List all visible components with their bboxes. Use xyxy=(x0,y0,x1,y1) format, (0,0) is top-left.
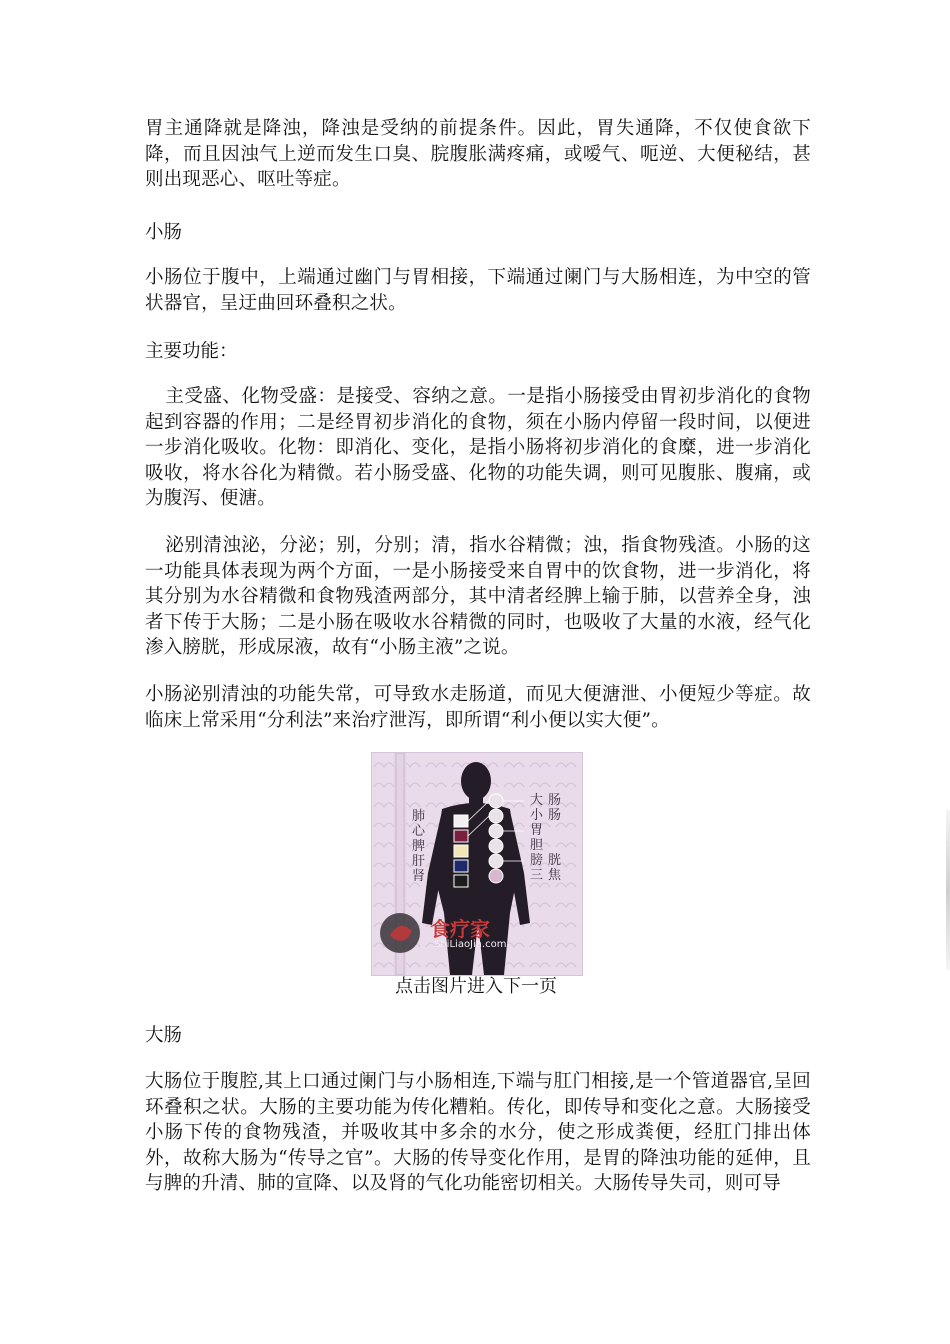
label-stomach: 胃 xyxy=(530,823,544,838)
label-heart: 心 xyxy=(412,824,426,839)
logo-text: 食疗家 xyxy=(430,917,490,941)
left-organ-labels xyxy=(412,809,430,884)
paragraph-receiving-function: 主受盛、化物受盛：是接受、容纳之意。一是指小肠接受由胃初步消化的食物起到容器的作用；二是经胃初步消化的食物，须在小肠内停留一段时间，以便进一步消化吸收。化物：即消化、变化，是指小肠将初步消化的食糜，进一步消化吸收，将水谷化为精微。若小肠受盛、化物的功能失调，则可见腹胀、腹痛，或为腹泻、便溏。 xyxy=(145,386,811,509)
organ-color-squares xyxy=(454,815,468,887)
watermark-url: ShiLiaoJia.com xyxy=(434,939,507,950)
label-small: 小 xyxy=(530,808,544,823)
spleen-square xyxy=(454,845,468,857)
paragraph-stomach-descending: 胃主通降就是降浊，降浊是受纳的前提条件。因此，胃失通降，不仅使食欲下降，而且因浊气上逆而发生口臭、脘腹胀满疼痛，或嗳气、呃逆、大便秘结，甚则出现恶心、呕吐等症。 xyxy=(145,118,811,190)
label-large: 大 xyxy=(530,793,544,808)
image-caption-next-page-link[interactable]: 点击图片进入下一页 xyxy=(395,976,557,997)
heart-square xyxy=(454,830,468,842)
label-burner: 焦 xyxy=(548,868,562,883)
label-gallbladder: 胆 xyxy=(530,838,544,853)
right-organ-labels-col2 xyxy=(548,793,566,883)
kidney-square xyxy=(454,875,468,887)
label-intestine-2: 肠 xyxy=(548,808,562,823)
paragraph-large-intestine: 大肠位于腹腔,其上口通过阑门与小肠相连,下端与肛门相接,是一个管道器官,呈回环叠积之状。大肠的主要功能为传化糟粕。传化，即传导和变化之意。大肠接受小肠下传的食物残渣，并吸收其中多余的水分，使之形成粪便，经肛门排出体外，故称大肠为“传导之官”。大肠的传导变化作用，是胃的降浊功能的延伸，且与脾的升清、肺的宣降、以及肾的气化功能密切相关。大肠传导失司，则可导 xyxy=(145,1071,811,1194)
paragraph-separating-function: 泌别清浊泌，分泌；别，分别；清，指水谷精微；浊，指食物残渣。小肠的这一功能具体表现为两个方面，一是小肠接受来自胃中的饮食物，进一步消化，将其分别为水谷精微和食物残渣两部分，其中清者经脾上输于肺，以营养全身，浊者下传于大肠；二是小肠在吸收水谷精微的同时，也吸收了大量的水液，经气化渗入膀胱，形成尿液，故有“小肠主液”之说。 xyxy=(145,535,811,658)
organ-diagram-image[interactable] xyxy=(371,752,583,976)
paragraph-dysfunction: 小肠泌别清浊的功能失常，可导致水走肠道，而见大便溏泄、小便短少等症。故临床上常采用“分利法”来治疗泄泻，即所谓“利小便以实大便”。 xyxy=(145,684,811,731)
heading-large-intestine: 大肠 xyxy=(145,1025,183,1046)
label-triple: 三 xyxy=(530,868,544,883)
label-kidney: 肾 xyxy=(412,869,426,884)
label-bladder-2: 胱 xyxy=(548,853,562,868)
label-bladder: 膀 xyxy=(530,853,544,868)
paragraph-small-intestine-location: 小肠位于腹中，上端通过幽门与胃相接，下端通过阑门与大肠相连，为中空的管状器官，呈迂曲回环叠积之状。 xyxy=(145,267,811,314)
heading-main-functions: 主要功能： xyxy=(145,341,238,362)
label-spleen: 脾 xyxy=(412,839,426,854)
page-edge-shadow xyxy=(946,810,950,970)
right-organ-labels-col1 xyxy=(530,793,548,883)
label-liver: 肝 xyxy=(412,854,426,869)
heading-small-intestine: 小肠 xyxy=(145,222,183,243)
lung-square xyxy=(454,815,468,827)
label-intestine-1: 肠 xyxy=(548,793,562,808)
liver-square xyxy=(454,860,468,872)
label-lung: 肺 xyxy=(412,809,426,824)
logo-mark xyxy=(380,913,420,953)
